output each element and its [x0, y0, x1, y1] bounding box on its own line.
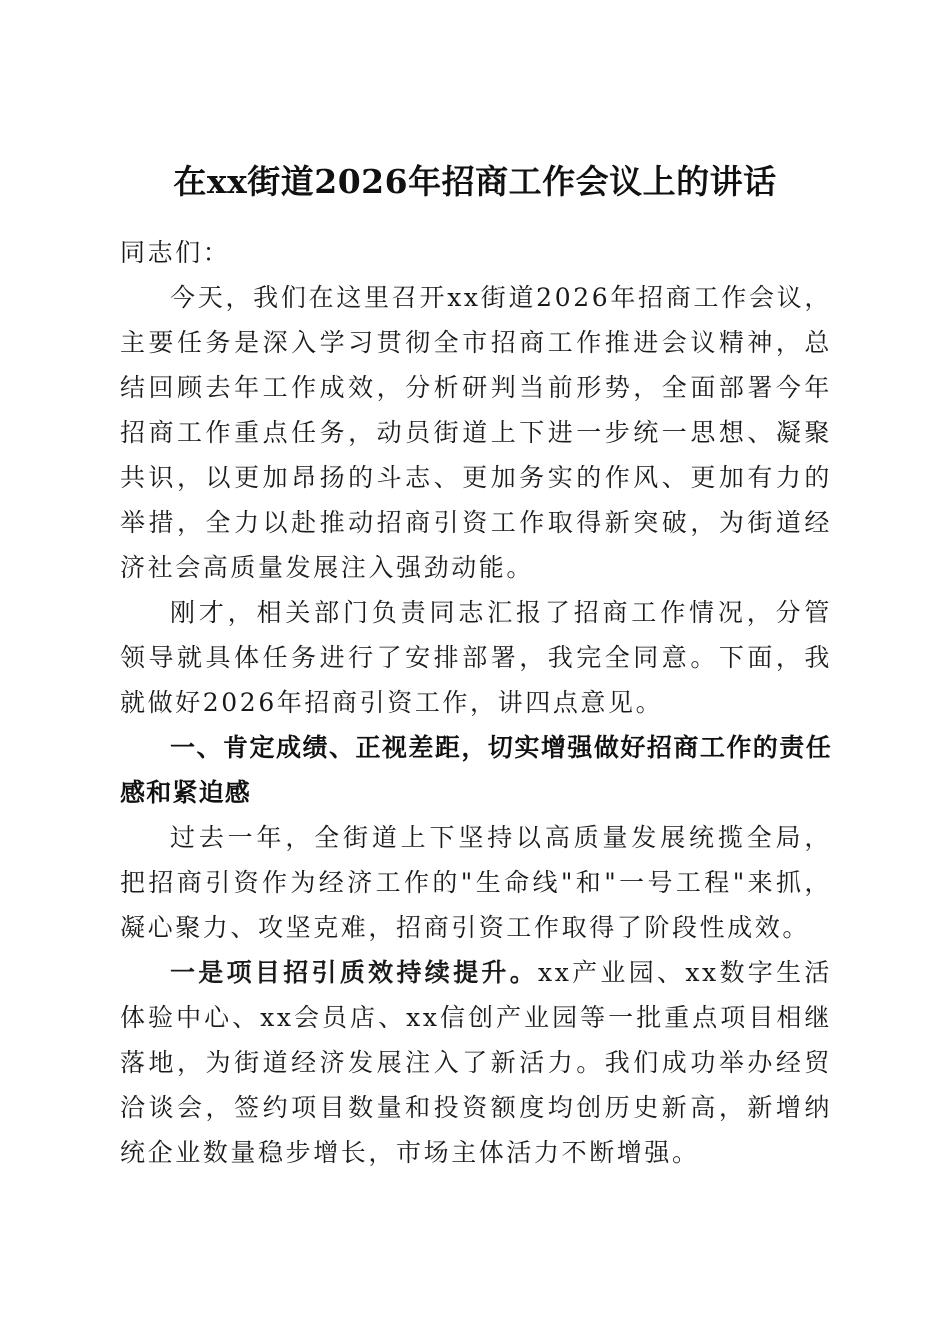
- document-body: [120, 230, 832, 1175]
- document-title: 在xx街道2026年招商工作会议上的讲话: [173, 162, 777, 202]
- point-lead: 一是项目招引质效持续提升。: [170, 958, 539, 987]
- section-paragraph: 过去一年，全街道上下坚持以高质量发展统揽全局，把招商引资作为经济工作的"生命线"和"一号工程"来抓，凝心聚力、攻坚克难，招商引资工作取得了阶段性成效。: [120, 823, 832, 942]
- paragraph-reports: 刚才，相关部门负责同志汇报了招商工作情况，分管领导就具体任务进行了安排部署，我完全同意。下面，我就做好2026年招商引资工作，讲四点意见。: [120, 598, 832, 717]
- paragraph-opening: 今天，我们在这里召开xx街道2026年招商工作会议，主要任务是深入学习贯彻全市招商工作推进会议精神，总结回顾去年工作成效，分析研判当前形势，全面部署今年招商工作重点任务，动员街道上下进一步统一思想、凝聚共识，以更加昂扬的斗志、更加务实的作风、更加有力的举措，全力以赴推动招商引资工作取得新突破，为街道经济社会高质量发展注入强劲动能。: [120, 283, 832, 582]
- point-paragraph: [120, 950, 832, 1175]
- point-body: xx产业园、xx数字生活体验中心、xx会员店、xx信创产业园等一批重点项目相继落地，为街道经济发展注入了新活力。我们成功举办经贸洽谈会，签约项目数量和投资额度均创历史新高，新增纳统企业数量稳步增长，市场主体活力不断增强。: [120, 958, 832, 1167]
- salutation: 同志们：: [120, 238, 231, 267]
- section-heading-1: 一、肯定成绩、正视差距，切实增强做好招商工作的责任感和紧迫感: [120, 733, 832, 807]
